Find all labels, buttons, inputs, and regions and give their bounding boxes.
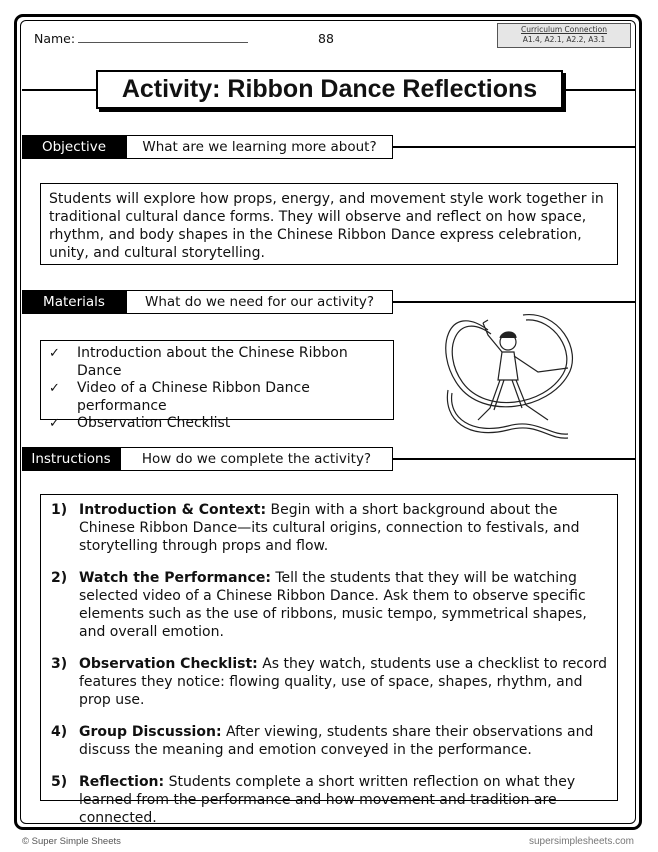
step-number: 3) bbox=[51, 656, 68, 672]
material-text: Video of a Chinese Ribbon Dance performance bbox=[77, 380, 310, 414]
curriculum-title: Curriculum Connection bbox=[521, 25, 607, 34]
step-text bbox=[79, 655, 609, 709]
list-item bbox=[49, 655, 609, 709]
step-body: Begin with a short background about the Chinese Ribbon Dance—its cultural origins, connection to festivals, and storytelling through props and flow. bbox=[79, 502, 580, 554]
page-title: Activity: Ribbon Dance Reflections bbox=[96, 70, 563, 109]
objective-question: What are we learning more about? bbox=[126, 135, 393, 159]
step-heading: Introduction & Context: bbox=[79, 502, 267, 518]
footer-copyright: © Super Simple Sheets bbox=[22, 836, 121, 847]
name-field bbox=[34, 31, 248, 46]
step-heading: Watch the Performance: bbox=[79, 570, 271, 586]
materials-question: What do we need for our activity? bbox=[126, 290, 393, 314]
instructions-question: How do we complete the activity? bbox=[120, 447, 393, 471]
list-item bbox=[49, 415, 385, 433]
list-item bbox=[49, 501, 609, 555]
step-heading: Group Discussion: bbox=[79, 724, 222, 740]
material-text: Observation Checklist bbox=[77, 415, 231, 431]
step-text bbox=[79, 723, 609, 759]
step-number: 5) bbox=[51, 774, 68, 790]
name-blank[interactable] bbox=[78, 31, 248, 43]
step-number: 2) bbox=[51, 570, 68, 586]
step-heading: Reflection: bbox=[79, 774, 165, 790]
check-icon: ✓ bbox=[49, 346, 60, 361]
step-text bbox=[79, 501, 609, 555]
step-number: 1) bbox=[51, 502, 68, 518]
list-item bbox=[49, 723, 609, 759]
curriculum-connection-box bbox=[497, 23, 631, 48]
step-text bbox=[79, 569, 609, 641]
list-item bbox=[49, 345, 385, 380]
step-body: Tell the students that they will be watching selected video of a Chinese Ribbon Dance. Ask them to observe specific elements such as the use of ribbons, music tempo, symmetrical shapes, and overall emotion. bbox=[79, 570, 587, 640]
footer-site[interactable]: supersimplesheets.com bbox=[528, 836, 634, 847]
materials-label: Materials bbox=[22, 290, 126, 314]
material-text: Introduction about the Chinese Ribbon Dance bbox=[77, 345, 348, 379]
check-icon: ✓ bbox=[49, 416, 60, 431]
step-body: As they watch, students use a checklist to record features they notice: flowing quality, use of space, shapes, rhythm, and prop use. bbox=[79, 656, 607, 708]
step-text bbox=[79, 773, 609, 827]
page-number: 88 bbox=[318, 31, 334, 46]
objective-label: Objective bbox=[22, 135, 126, 159]
list-item bbox=[49, 773, 609, 827]
name-label: Name: bbox=[34, 31, 76, 46]
step-number: 4) bbox=[51, 724, 68, 740]
check-icon: ✓ bbox=[49, 381, 60, 396]
objective-text: Students will explore how props, energy, and movement style work together in traditional cultural dance forms. They will observe and reflect on how space, rhythm, and body shapes in the Chinese Ribbon Dance express celebration, unity, and cultural storytelling. bbox=[40, 183, 618, 265]
list-item bbox=[49, 380, 385, 415]
ribbon-dancer-illustration bbox=[428, 290, 588, 455]
curriculum-codes: A1.4, A2.1, A2.2, A3.1 bbox=[522, 35, 606, 44]
step-heading: Observation Checklist: bbox=[79, 656, 258, 672]
instructions-list bbox=[40, 494, 618, 826]
instructions-label: Instructions bbox=[22, 447, 120, 471]
step-body: Students complete a short written reflection on what they learned from the performance and how movement and tradition are connected. bbox=[79, 774, 576, 826]
materials-list bbox=[40, 340, 394, 431]
list-item bbox=[49, 569, 609, 641]
step-body: After viewing, students share their observations and discuss the meaning and emotion conveyed in the performance. bbox=[79, 724, 594, 758]
